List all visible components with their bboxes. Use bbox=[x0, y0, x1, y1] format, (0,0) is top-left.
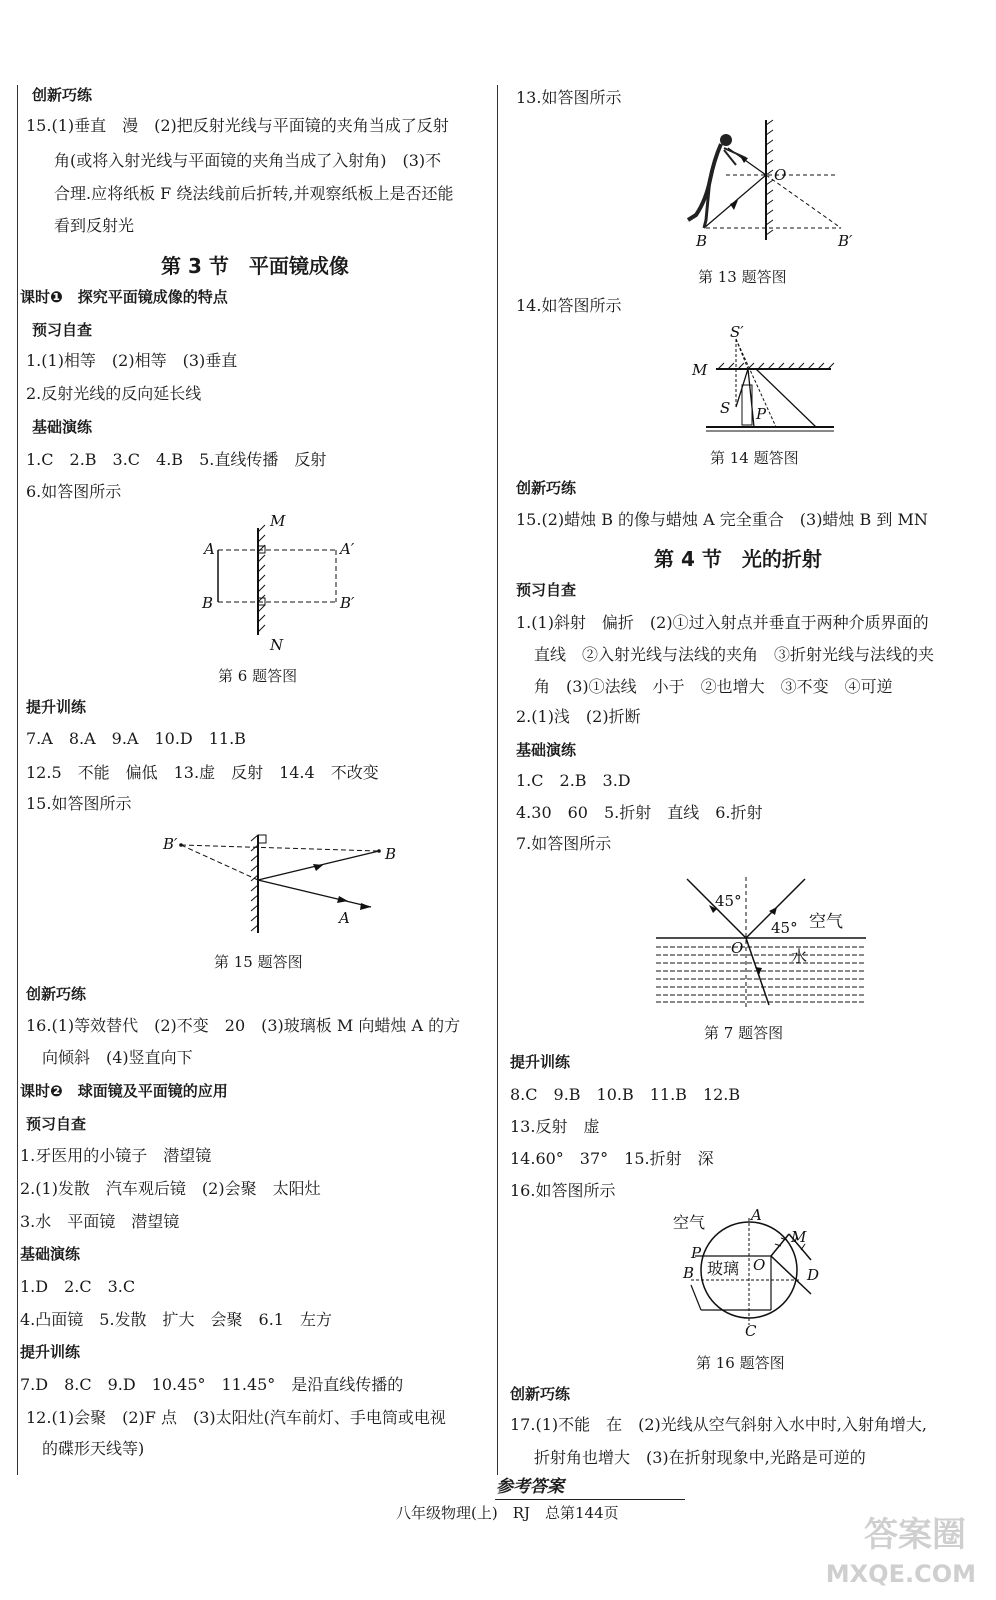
answer-line: 7.D 8.C 9.D 10.45° 11.45° 是沿直线传播的 bbox=[20, 1375, 404, 1394]
answer-line: 1.D 2.C 3.C bbox=[20, 1277, 136, 1296]
answer-line: 角 (3)①法线 小于 ②也增大 ③不变 ④可逆 bbox=[534, 677, 893, 696]
air-label: 空气 bbox=[809, 912, 843, 932]
label-M: M bbox=[270, 512, 286, 530]
answer-line: 12.(1)会聚 (2)F 点 (3)太阳灶(汽车前灯、手电筒或电视 bbox=[26, 1408, 446, 1427]
water-label: 水 bbox=[791, 947, 808, 966]
heading-tisheng: 提升训练 bbox=[20, 1343, 81, 1361]
answer-line: 12.5 不能 偏低 13.虚 反射 14.4 不改变 bbox=[26, 763, 379, 782]
label-C: C bbox=[745, 1322, 757, 1340]
label-P: P bbox=[756, 405, 767, 423]
label-M: M bbox=[791, 1228, 807, 1246]
heading-yuxi: 预习自查 bbox=[32, 321, 93, 339]
answer-line: 4.凸面镜 5.发散 扩大 会聚 6.1 左方 bbox=[20, 1310, 332, 1329]
label-P: P bbox=[691, 1244, 702, 1262]
label-O: O bbox=[774, 166, 787, 184]
label-B-prime: B′ bbox=[838, 232, 853, 250]
label-A: A bbox=[204, 540, 215, 558]
answer-line: 合理.应将纸板 F 绕法线前后折转,并观察纸板上是否还能 bbox=[54, 184, 454, 203]
column-divider bbox=[497, 85, 498, 1475]
label-A: A bbox=[339, 909, 350, 927]
heading-jichu: 基础演练 bbox=[32, 418, 93, 436]
answer-line: 14.如答图所示 bbox=[516, 296, 622, 315]
air-label: 空气 bbox=[673, 1213, 706, 1232]
heading-chuangxin: 创新巧练 bbox=[510, 1385, 571, 1403]
figure-caption: 第 13 题答图 bbox=[698, 268, 787, 286]
label-M: M bbox=[692, 361, 708, 379]
footer-rule bbox=[495, 1499, 685, 1500]
figure-caption: 第 15 题答图 bbox=[214, 953, 303, 971]
label-B: B bbox=[385, 845, 397, 863]
label-S: S bbox=[720, 399, 731, 417]
figure-caption: 第 6 题答图 bbox=[218, 667, 298, 685]
heading-chuangxin: 创新巧练 bbox=[26, 985, 87, 1003]
answer-line: 14.60° 37° 15.折射 深 bbox=[510, 1149, 714, 1168]
lesson-title: 课时❶ 探究平面镜成像的特点 bbox=[20, 288, 228, 306]
footer-title: 参考答案 bbox=[496, 1477, 564, 1497]
heading-chuangxin: 创新巧练 bbox=[516, 479, 577, 497]
answer-line: 8.C 9.B 10.B 11.B 12.B bbox=[510, 1085, 741, 1104]
answer-line: 13.反射 虚 bbox=[510, 1117, 600, 1136]
heading-jichu: 基础演练 bbox=[516, 741, 577, 759]
angle-label: 45° bbox=[771, 919, 798, 937]
figure-caption: 第 7 题答图 bbox=[704, 1024, 784, 1042]
answer-line: 的碟形天线等) bbox=[42, 1439, 145, 1458]
figure-7 bbox=[651, 875, 871, 1015]
answer-line: 7.如答图所示 bbox=[516, 834, 612, 853]
glass-label: 玻璃 bbox=[707, 1259, 740, 1278]
answer-line: 3.水 平面镜 潜望镜 bbox=[20, 1212, 180, 1231]
label-O: O bbox=[731, 939, 744, 957]
left-border bbox=[17, 85, 18, 1475]
lesson-title: 课时❷ 球面镜及平面镜的应用 bbox=[20, 1082, 228, 1100]
answer-line: 2.反射光线的反向延长线 bbox=[26, 384, 202, 403]
label-A-prime: A′ bbox=[340, 540, 355, 558]
label-B-prime: B′ bbox=[163, 835, 178, 853]
answer-line: 17.(1)不能 在 (2)光线从空气斜射入水中时,入射角增大, bbox=[510, 1415, 927, 1434]
answer-line: 折射角也增大 (3)在折射现象中,光路是可逆的 bbox=[534, 1448, 866, 1467]
answer-line: 7.A 8.A 9.A 10.D 11.B bbox=[26, 729, 246, 748]
figure-13 bbox=[666, 120, 856, 260]
watermark-url: MXQE.COM bbox=[825, 1560, 976, 1588]
figure-caption: 第 14 题答图 bbox=[710, 449, 799, 467]
answer-line: 15.(2)蜡烛 B 的像与蜡烛 A 完全重合 (3)蜡烛 B 到 MN bbox=[516, 510, 928, 529]
figure-16 bbox=[671, 1206, 841, 1345]
label-O: O bbox=[753, 1256, 766, 1274]
heading-chuangxin: 创新巧练 bbox=[32, 86, 93, 104]
answer-line: 1.(1)相等 (2)相等 (3)垂直 bbox=[26, 351, 238, 370]
answer-line: 4.30 60 5.折射 直线 6.折射 bbox=[516, 803, 763, 822]
footer-info: 八年级物理(上) RJ 总第144页 bbox=[396, 1504, 619, 1522]
heading-yuxi: 预习自查 bbox=[516, 581, 577, 599]
heading-tisheng: 提升训练 bbox=[26, 698, 87, 716]
heading-yuxi: 预习自查 bbox=[26, 1115, 87, 1133]
answer-line: 2.(1)浅 (2)折断 bbox=[516, 707, 641, 726]
label-N: N bbox=[270, 636, 284, 654]
angle-label: 45° bbox=[715, 892, 742, 910]
figure-14 bbox=[686, 325, 836, 435]
watermark-logo: 答案圈 bbox=[864, 1515, 966, 1555]
answer-line: 16.如答图所示 bbox=[510, 1181, 616, 1200]
answer-line: 1.C 2.B 3.D bbox=[516, 771, 631, 790]
figure-15 bbox=[143, 825, 403, 940]
label-D: D bbox=[807, 1266, 820, 1284]
label-B: B bbox=[683, 1264, 695, 1282]
answer-line: 1.牙医用的小镜子 潜望镜 bbox=[20, 1146, 212, 1165]
answer-line: 16.(1)等效替代 (2)不变 20 (3)玻璃板 M 向蜡烛 A 的方 bbox=[26, 1016, 461, 1035]
figure-6 bbox=[178, 510, 378, 655]
answer-line: 15.如答图所示 bbox=[26, 794, 132, 813]
label-S-prime: S′ bbox=[730, 323, 744, 341]
answer-line: 直线 ②入射光线与法线的夹角 ③折射光线与法线的夹 bbox=[534, 645, 935, 664]
label-B: B bbox=[696, 232, 708, 250]
section-title: 第 4 节 光的折射 bbox=[654, 547, 822, 571]
answer-line: 向倾斜 (4)竖直向下 bbox=[42, 1048, 193, 1067]
figure-caption: 第 16 题答图 bbox=[696, 1354, 785, 1372]
label-B-prime: B′ bbox=[340, 594, 355, 612]
answer-line: 1.(1)斜射 偏折 (2)①过入射点并垂直于两种介质界面的 bbox=[516, 613, 929, 632]
answer-line: 角(或将入射光线与平面镜的夹角当成了入射角) (3)不 bbox=[54, 151, 442, 170]
answer-line: 2.(1)发散 汽车观后镜 (2)会聚 太阳灶 bbox=[20, 1179, 321, 1198]
answer-line: 6.如答图所示 bbox=[26, 482, 122, 501]
heading-tisheng: 提升训练 bbox=[510, 1053, 571, 1071]
answer-line: 1.C 2.B 3.C 4.B 5.直线传播 反射 bbox=[26, 450, 327, 469]
label-A: A bbox=[751, 1206, 762, 1224]
answer-line: 15.(1)垂直 漫 (2)把反射光线与平面镜的夹角当成了反射 bbox=[26, 116, 449, 135]
heading-jichu: 基础演练 bbox=[20, 1245, 81, 1263]
label-B: B bbox=[202, 594, 214, 612]
answer-line: 13.如答图所示 bbox=[516, 88, 622, 107]
answer-line: 看到反射光 bbox=[54, 216, 135, 235]
section-title: 第 3 节 平面镜成像 bbox=[161, 254, 349, 278]
